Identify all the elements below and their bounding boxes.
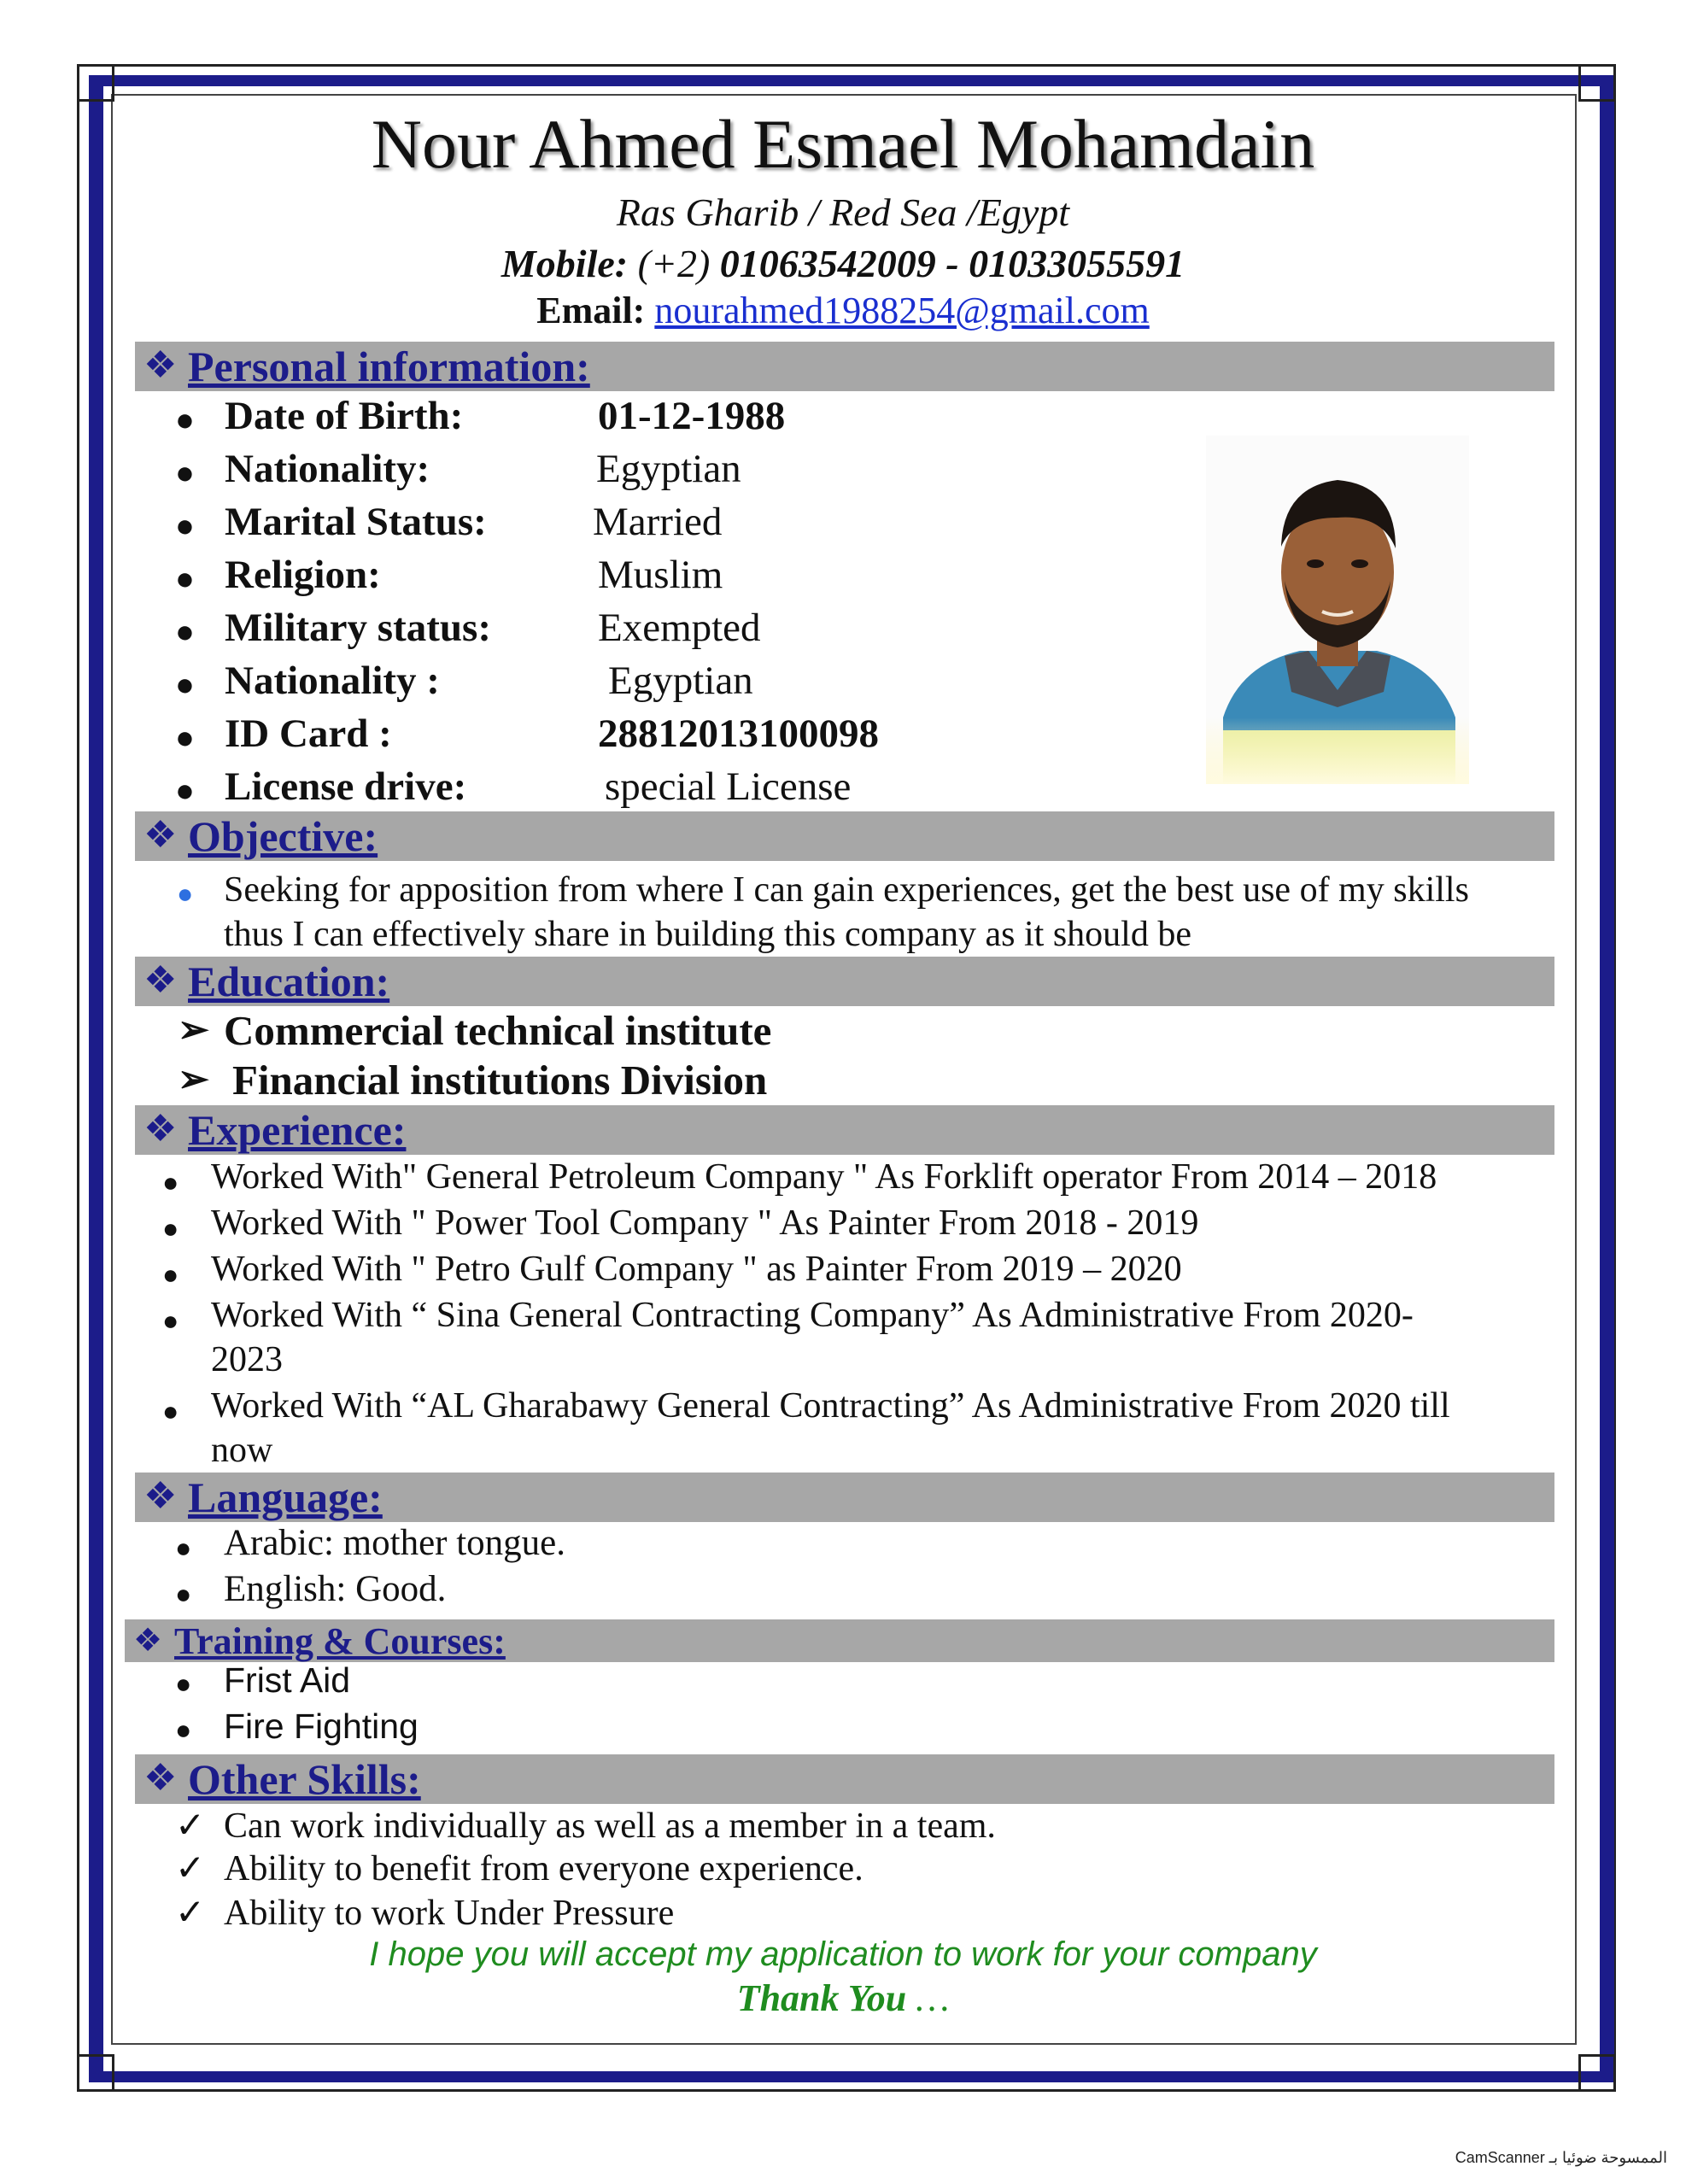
mobile-numbers: 01063542009 - 01033055591 xyxy=(719,242,1185,285)
experience-item-continued: 2023 xyxy=(211,1340,283,1379)
corner-ornament-bottom-right xyxy=(1578,2054,1616,2092)
bullet-icon: ● xyxy=(175,667,195,703)
bullet-icon: ● xyxy=(175,720,195,756)
education-item: Commercial technical institute xyxy=(224,1007,772,1054)
value-id-card: 28812013100098 xyxy=(598,711,879,756)
bullet-icon: ● xyxy=(162,1213,179,1244)
skill-item: Can work individually as well as a member in a team. xyxy=(224,1806,996,1846)
applicant-name: Nour Ahmed Esmael Mohamdain xyxy=(371,105,1315,183)
bullet-icon: ● xyxy=(162,1167,179,1197)
objective-line-1: Seeking for apposition from where I can gain experiences, get the best use of my skills xyxy=(224,870,1469,910)
mobile-label: Mobile: xyxy=(501,242,629,285)
diamond-bullet-icon: ❖ xyxy=(143,814,178,856)
mobile-line xyxy=(0,241,1686,286)
email-link[interactable]: nourahmed1988254@gmail.com xyxy=(654,290,1150,331)
section-title: Personal information: xyxy=(188,343,590,390)
label-military-status: Military status: xyxy=(225,606,491,650)
diamond-bullet-icon: ❖ xyxy=(143,1108,178,1150)
bullet-icon: ● xyxy=(175,1578,192,1609)
section-experience xyxy=(135,1105,1554,1155)
label-nationality: Nationality: xyxy=(225,447,430,491)
bullet-icon: ● xyxy=(175,1714,192,1745)
bullet-icon: ● xyxy=(175,614,195,650)
bullet-icon: ● xyxy=(175,1668,192,1699)
experience-item: Worked With “AL Gharabawy General Contracting” As Administrative From 2020 till xyxy=(211,1386,1450,1426)
diamond-bullet-icon: ❖ xyxy=(143,1757,178,1799)
training-item: Frist Aid xyxy=(224,1660,351,1700)
corner-ornament-top-left xyxy=(77,64,114,102)
check-icon: ✓ xyxy=(175,1806,206,1846)
mobile-prefix: (+2) xyxy=(637,242,711,285)
label-nationality-2: Nationality : xyxy=(225,659,440,703)
diamond-bullet-icon: ❖ xyxy=(143,1475,178,1517)
email-line xyxy=(0,289,1686,332)
address: Ras Gharib / Red Sea /Egypt xyxy=(616,190,1070,234)
section-title: Training & Courses: xyxy=(174,1620,506,1662)
section-training-courses xyxy=(125,1619,1554,1662)
corner-ornament-top-right xyxy=(1578,64,1616,102)
value-marital-status: Married xyxy=(593,500,723,544)
section-other-skills xyxy=(135,1754,1554,1804)
language-item: Arabic: mother tongue. xyxy=(224,1523,566,1563)
training-item: Fire Fighting xyxy=(224,1707,419,1746)
arrow-bullet-icon: ➢ xyxy=(178,1009,209,1051)
label-id-card: ID Card : xyxy=(225,711,392,756)
section-title: Experience: xyxy=(188,1106,407,1154)
bullet-icon: ● xyxy=(175,1532,192,1563)
label-license-drive: License drive: xyxy=(225,764,467,809)
language-item: English: Good. xyxy=(224,1569,447,1609)
diamond-bullet-icon: ❖ xyxy=(143,344,178,386)
thank-you-line xyxy=(0,1976,1686,2020)
value-date-of-birth: 01-12-1988 xyxy=(598,394,786,438)
section-title: Language: xyxy=(188,1473,383,1521)
bullet-icon: ● xyxy=(162,1396,179,1426)
scanner-watermark: CamScanner الممسوحة ضوئيا بـ xyxy=(1455,2149,1667,2166)
value-military-status: Exempted xyxy=(598,606,761,650)
section-title: Education: xyxy=(188,957,390,1005)
bullet-icon: ● xyxy=(175,561,195,597)
experience-item: Worked With" General Petroleum Company " As Forklift operator From 2014 – 2018 xyxy=(211,1157,1437,1197)
experience-item: Worked With " Power Tool Company " As Painter From 2018 - 2019 xyxy=(211,1203,1199,1243)
value-religion: Muslim xyxy=(598,553,723,597)
objective-line-2: thus I can effectively share in building this company as it should be xyxy=(224,915,1191,954)
bullet-icon: ● xyxy=(175,402,195,438)
thank-you-ellipsis: … xyxy=(916,1977,950,2019)
check-icon: ✓ xyxy=(175,1849,206,1888)
corner-ornament-bottom-left xyxy=(77,2054,114,2092)
bullet-icon: ● xyxy=(162,1305,179,1336)
experience-item: Worked With " Petro Gulf Company " as Painter From 2019 – 2020 xyxy=(211,1250,1182,1289)
profile-photo xyxy=(1206,436,1469,784)
closing-message: I hope you will accept my application to work for your company xyxy=(369,1935,1317,1973)
label-date-of-birth: Date of Birth: xyxy=(225,394,464,438)
bullet-icon: ● xyxy=(175,508,195,544)
education-item: Financial institutions Division xyxy=(232,1057,768,1104)
section-title: Objective: xyxy=(188,812,378,860)
section-objective xyxy=(135,811,1554,861)
skill-item: Ability to work Under Pressure xyxy=(224,1894,675,1933)
label-marital-status: Marital Status: xyxy=(225,500,487,544)
diamond-bullet-icon: ❖ xyxy=(133,1623,163,1659)
value-license-drive: special License xyxy=(605,764,852,809)
bullet-icon: ● xyxy=(177,878,194,909)
thank-you-text: Thank You xyxy=(736,1977,907,2019)
section-title: Other Skills: xyxy=(188,1755,421,1803)
section-personal-information xyxy=(135,342,1554,391)
diamond-bullet-icon: ❖ xyxy=(143,959,178,1001)
value-nationality-2: Egyptian xyxy=(608,659,753,703)
section-education xyxy=(135,957,1554,1006)
skill-item: Ability to benefit from everyone experience. xyxy=(224,1849,863,1888)
section-language xyxy=(135,1473,1554,1522)
arrow-bullet-icon: ➢ xyxy=(178,1058,209,1100)
experience-item-continued: now xyxy=(211,1431,273,1470)
check-icon: ✓ xyxy=(175,1894,206,1933)
value-nationality: Egyptian xyxy=(596,447,741,491)
bullet-icon: ● xyxy=(162,1259,179,1290)
email-label: Email: xyxy=(536,290,646,331)
experience-item: Worked With “ Sina General Contracting Company” As Administrative From 2020- xyxy=(211,1296,1414,1335)
bullet-icon: ● xyxy=(175,455,195,491)
label-religion: Religion: xyxy=(225,553,381,597)
bullet-icon: ● xyxy=(175,773,195,809)
